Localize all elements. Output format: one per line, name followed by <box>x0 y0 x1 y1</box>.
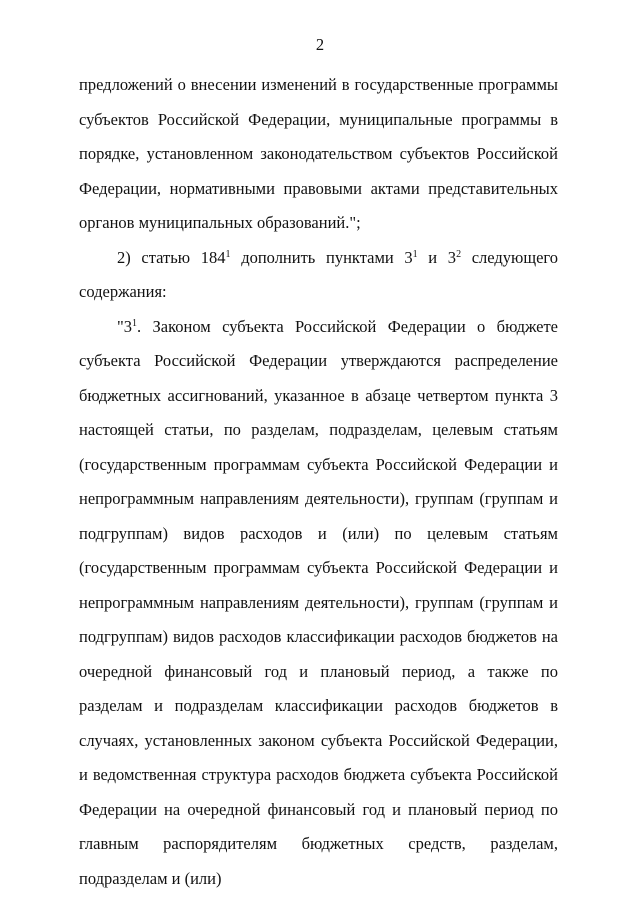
amendment-text-b: дополнить пунктами 3 <box>230 247 413 267</box>
page-number: 2 <box>315 35 325 54</box>
point-number: "3 <box>117 316 132 336</box>
superscript: 1 <box>225 248 231 260</box>
superscript: 2 <box>456 248 462 260</box>
paragraph-point-3-1 <box>79 310 558 897</box>
amendment-text-a: 2) статью 184 <box>117 247 226 267</box>
superscript: 1 <box>412 248 418 260</box>
paragraph-amendment-intro <box>79 241 558 310</box>
paragraph-continuation: предложений о внесении изменений в государственные программы субъектов Российской Федерации, муниципальные программы в порядке, установленном законодательством субъектов Российской Федерации, нормативными правовыми актами представительных органов муниципальных образований."; <box>79 75 558 232</box>
amendment-text-c: и 3 <box>417 247 457 267</box>
document-body <box>79 68 558 896</box>
point-text: . Законом субъекта Российской Федерации о бюджете субъекта Российской Федерации утверждаются распределение бюджетных ассигнований, указанное в абзаце четвертом пункта 3 настоящей статьи, по разделам, подразделам, целевым статьям (государственным программам субъекта Российской Федерации и непрограммным направлениям деятельности), группам (группам и подгруппам) видов расходов и (или) по целевым статьям (государственным программам субъекта Российской Федерации и непрограммным направлениям деятельности), группам (группам и подгруппам) видов расходов классификации расходов бюджетов на очередной финансовый год и плановый период, а также по разделам и подразделам классификации расходов бюджетов в случаях, установленных законом субъекта Российской Федерации, и ведомственная структура расходов бюджета субъекта Российской Федерации на очередной финансовый год и плановый период по главным распорядителям бюджетных средств, разделам, подразделам и (или) <box>79 316 558 888</box>
superscript: 1 <box>132 317 137 329</box>
amendment-text-d: следующего содержания: <box>79 247 558 301</box>
